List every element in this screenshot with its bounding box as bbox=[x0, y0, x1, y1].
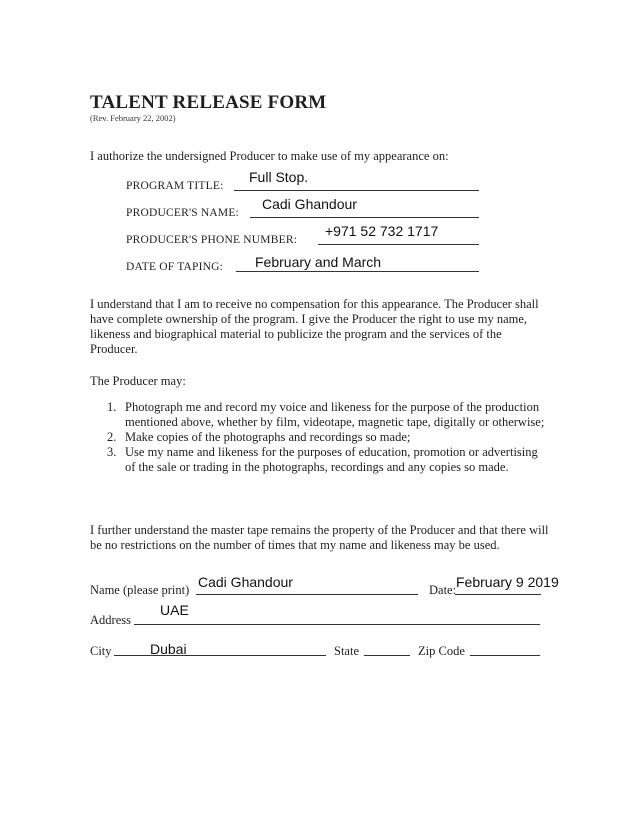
permissions-list bbox=[107, 400, 547, 475]
name-line bbox=[196, 594, 418, 595]
city-value[interactable]: Dubai bbox=[150, 641, 187, 657]
program-title-label: PROGRAM TITLE: bbox=[126, 180, 224, 192]
state-line[interactable] bbox=[364, 655, 410, 656]
date-of-taping-line bbox=[236, 271, 479, 272]
list-item-text: Make copies of the photographs and recordings so made; bbox=[125, 430, 411, 444]
date-value[interactable]: February 9 2019 bbox=[456, 574, 559, 590]
producer-name-line bbox=[250, 217, 479, 218]
date-line bbox=[455, 594, 541, 595]
producer-phone-value[interactable]: +971 52 732 1717 bbox=[325, 223, 439, 239]
intro-text: I authorize the undersigned Producer to make use of my appearance on: bbox=[90, 149, 449, 163]
compensation-paragraph: I understand that I am to receive no compensation for this appearance. The Producer shall have complete ownership of the program. I give the Producer the right to use my name, likeness and biographical material to publicize the program and the services of the Producer. bbox=[90, 297, 539, 356]
date-label: Date: bbox=[429, 583, 457, 597]
list-item bbox=[107, 445, 547, 475]
master-tape-paragraph: I further understand the master tape remains the property of the Producer and that there will be no restrictions on the number of times that my name and likeness may be used. bbox=[90, 523, 549, 552]
address-value[interactable]: UAE bbox=[160, 602, 189, 618]
program-title-line bbox=[234, 190, 479, 191]
list-item-text: Photograph me and record my voice and likeness for the purpose of the production mentioned above, whether by film, videotape, magnetic tape, digitally or otherwise; bbox=[125, 400, 545, 429]
program-title-value[interactable]: Full Stop. bbox=[249, 169, 309, 185]
zip-label: Zip Code bbox=[418, 644, 465, 658]
name-value[interactable]: Cadi Ghandour bbox=[198, 574, 293, 590]
name-label: Name (please print) bbox=[90, 583, 190, 597]
list-item bbox=[107, 400, 547, 430]
state-label: State bbox=[334, 644, 359, 658]
producer-may-heading: The Producer may: bbox=[90, 374, 186, 388]
list-item-number: 2. bbox=[107, 430, 117, 444]
producer-phone-line bbox=[318, 244, 479, 245]
form-title: TALENT RELEASE FORM bbox=[90, 92, 327, 113]
list-item-text: Use my name and likeness for the purposes of education, promotion or advertising of the sale or trading in the photographs, recordings and any copies so made. bbox=[125, 445, 538, 474]
list-item-number: 1. bbox=[107, 400, 117, 414]
producer-name-value[interactable]: Cadi Ghandour bbox=[262, 196, 357, 212]
revision-date: (Rev. February 22, 2002) bbox=[90, 113, 176, 123]
address-label: Address bbox=[90, 613, 131, 627]
address-line bbox=[134, 624, 540, 625]
list-item-number: 3. bbox=[107, 445, 117, 459]
producer-name-label: PRODUCER'S NAME: bbox=[126, 207, 239, 219]
date-of-taping-label: DATE OF TAPING: bbox=[126, 261, 224, 273]
producer-phone-label: PRODUCER'S PHONE NUMBER: bbox=[126, 234, 298, 246]
city-label: City bbox=[90, 644, 112, 658]
date-of-taping-value[interactable]: February and March bbox=[255, 254, 382, 270]
city-line bbox=[114, 655, 326, 656]
zip-line[interactable] bbox=[470, 655, 540, 656]
list-item bbox=[107, 430, 547, 445]
